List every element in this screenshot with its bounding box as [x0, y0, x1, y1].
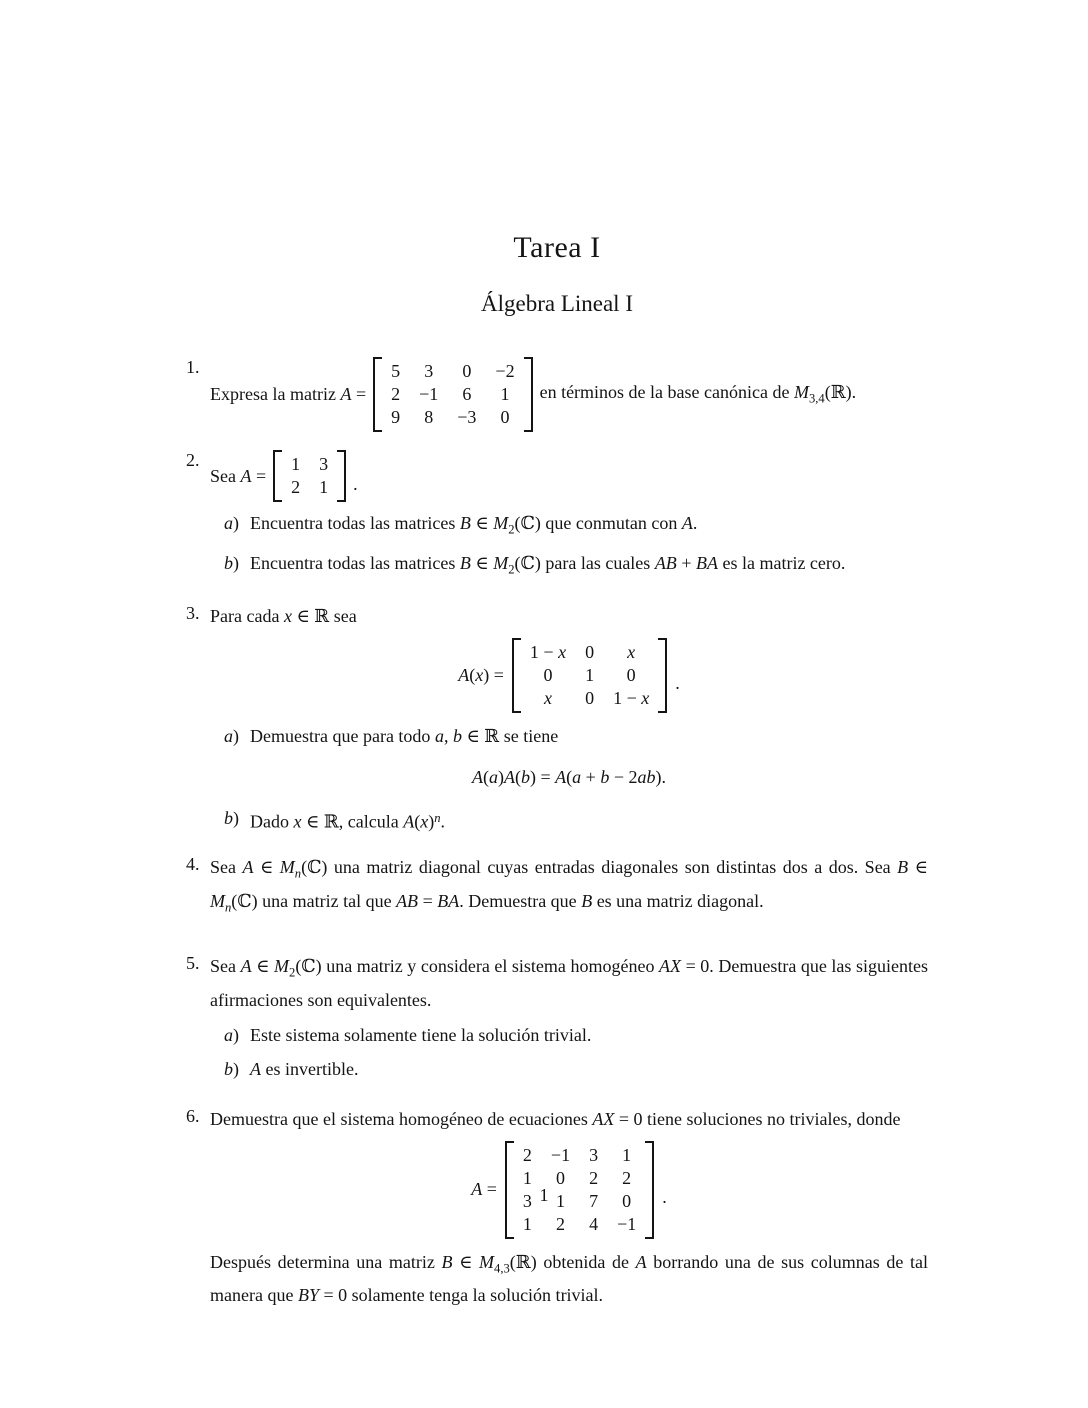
matrix-bracket-right — [658, 638, 667, 713]
equation-lhs: A(x) = — [458, 664, 504, 685]
problem-3-number: 3. — [186, 602, 200, 623]
matrix-cell: 0 — [585, 687, 595, 708]
problem-3-items — [210, 723, 928, 836]
matrix-bracket-left — [373, 357, 382, 432]
problem-2-statement — [210, 450, 928, 502]
matrix-grid — [282, 450, 337, 502]
matrix-cell: 2 — [556, 1213, 565, 1234]
matrix-bracket-right — [337, 450, 346, 502]
problem-3-item-b — [224, 805, 928, 836]
item-label: a) — [224, 1024, 239, 1045]
problem-4-body — [210, 854, 928, 921]
matrix-cell: 0 — [622, 1190, 632, 1211]
problem-5-number: 5. — [186, 953, 200, 974]
equation-period: . — [675, 672, 680, 693]
matrix-grid — [521, 638, 658, 713]
problem-2-items — [210, 510, 928, 584]
problem-1-post-text: en términos de la base canónica de $M_{3,4}(ℝ)$. — [539, 382, 857, 406]
problem-2-number: 2. — [186, 450, 200, 470]
problem-2-period: . — [353, 473, 358, 494]
item-label: a) — [224, 513, 239, 533]
problem-6-body — [210, 1106, 928, 1309]
item-label: b) — [224, 1058, 239, 1079]
equation-period: . — [662, 1187, 667, 1208]
problem-5-item-b — [224, 1056, 928, 1083]
matrix-cell: 0 — [556, 1167, 565, 1188]
document-content — [186, 0, 928, 1309]
matrix-cell: 1 — [291, 454, 301, 474]
matrix-cell: 2 — [291, 477, 301, 497]
problem-4-number: 4. — [186, 854, 200, 875]
matrix-cell: 1 — [522, 1213, 532, 1234]
problem-3 — [186, 603, 928, 843]
problem-1-statement — [210, 357, 928, 432]
matrix-cell: 0 — [585, 641, 595, 662]
matrix-cell: 5 — [391, 361, 401, 381]
matrix-cell: 0 — [626, 664, 636, 685]
item-text: Encuentra todas las matrices B ∈ $M_2(ℂ)$ para las cuales AB + BA es la matriz cero. — [250, 553, 846, 577]
item-label: a) — [224, 725, 239, 746]
matrix-grid — [382, 357, 523, 432]
problem-2-item-b — [224, 550, 928, 583]
problem-2-item-a — [224, 510, 928, 543]
item-text: Dado x ∈ ℝ, calcula $A(x)^n$. — [250, 810, 446, 832]
problem-5-body — [210, 953, 928, 1089]
matrix-cell: x — [627, 641, 636, 662]
document-subtitle: Álgebra Lineal I — [481, 291, 633, 316]
problem-1-body — [210, 357, 928, 432]
matrix-cell: 2 — [391, 384, 401, 404]
matrix-a-of-x — [512, 638, 667, 713]
problem-1-pre-text: Expresa la matriz A = — [210, 384, 367, 404]
problem-list — [186, 357, 928, 1309]
problem-4 — [186, 854, 928, 921]
item-text: Este sistema solamente tiene la solución trivial. — [250, 1024, 592, 1045]
matrix-cell: 4 — [589, 1213, 599, 1234]
problem-3-item-a — [224, 723, 928, 750]
matrix-cell: −1 — [617, 1213, 637, 1234]
item-label: b) — [224, 553, 239, 574]
matrix-bracket-left — [273, 450, 282, 502]
item-text: Demuestra que para todo a, b ∈ ℝ se tiene — [250, 725, 559, 746]
problem-5-item-a — [224, 1022, 928, 1049]
item-text: Encuentra todas las matrices B ∈ $M_2(ℂ)$ que conmutan con A. — [250, 513, 698, 537]
matrix-cell: 1 — [622, 1144, 632, 1165]
matrix-cell: 2 — [622, 1167, 632, 1188]
problem-6-intro: Demuestra que el sistema homogéneo de ecuaciones AX = 0 tiene soluciones no triviales, donde — [210, 1108, 901, 1129]
matrix-cell: 0 — [543, 664, 553, 685]
matrix-cell: −1 — [550, 1144, 571, 1165]
page-number: 1 — [539, 1185, 549, 1205]
matrix-cell: 3 — [589, 1144, 599, 1165]
matrix-cell: 2 — [522, 1144, 532, 1165]
problem-6-outro: Después determina una matriz B ∈ $M_{4,3}(ℝ)$ obtenida de A borrando una de sus columnas de tal manera que BY = 0 solamente tenga la solución trivial. — [210, 1251, 928, 1306]
matrix-bracket-right — [524, 357, 533, 432]
problem-3-display-equation — [210, 638, 928, 713]
problem-6-number: 6. — [186, 1105, 200, 1126]
matrix-cell: 0 — [462, 361, 472, 381]
equation-lhs: A = — [471, 1179, 497, 1200]
matrix-cell: 1 — [522, 1167, 532, 1188]
matrix-a-3x4 — [373, 357, 532, 432]
problem-5 — [186, 953, 928, 1089]
matrix-cell: 1 − x — [613, 687, 650, 708]
problem-1-number: 1. — [186, 357, 200, 377]
matrix-cell: 3 — [319, 454, 329, 474]
matrix-cell: 7 — [589, 1190, 599, 1211]
matrix-cell: 2 — [589, 1167, 599, 1188]
problem-2-body — [210, 450, 928, 591]
problem-2 — [186, 450, 928, 591]
matrix-a-2x2 — [273, 450, 346, 502]
problem-2-pre-text: Sea A = — [210, 465, 267, 486]
problem-3-intro: Para cada x ∈ ℝ sea — [210, 605, 357, 626]
matrix-cell: 0 — [500, 407, 510, 427]
matrix-cell: −1 — [419, 384, 439, 404]
matrix-cell: x — [544, 687, 552, 708]
problem-3-body — [210, 603, 928, 843]
matrix-cell: 3 — [424, 361, 434, 381]
matrix-cell: 3 — [522, 1190, 532, 1211]
matrix-cell: −3 — [457, 407, 477, 427]
problem-5-text: Sea A ∈ $M_2(ℂ)$ una matriz y considera el sistema homogéneo AX = 0. Demuestra que las siguientes afirmaciones son equivalentes. — [210, 956, 928, 1010]
matrix-cell: 9 — [391, 407, 401, 427]
matrix-cell: 1 — [500, 384, 510, 404]
matrix-bracket-left — [512, 638, 521, 713]
matrix-cell: 1 — [319, 477, 329, 497]
problem-1 — [186, 357, 928, 432]
matrix-cell: 6 — [462, 384, 472, 404]
item-text: A es invertible. — [250, 1058, 359, 1079]
problem-4-text: Sea A ∈ $M_n(ℂ)$ una matriz diagonal cuyas entradas diagonales son distintas dos a dos. Sea B ∈ $M_n(ℂ)$ una matriz tal que AB = BA. Demuestra que B es una matriz diagonal. — [210, 857, 928, 915]
problem-3a-equation: A(a)A(b) = A(a + b − 2ab). — [472, 766, 666, 787]
matrix-cell: −2 — [495, 361, 515, 381]
problem-6 — [186, 1106, 928, 1309]
document-title: Tarea I — [513, 231, 601, 264]
matrix-cell: 1 — [585, 664, 595, 685]
matrix-cell: 1 − x — [529, 641, 567, 662]
problem-5-items — [210, 1022, 928, 1083]
matrix-cell: 1 — [556, 1190, 565, 1211]
matrix-cell: 8 — [424, 407, 434, 427]
item-label: b) — [224, 807, 239, 828]
